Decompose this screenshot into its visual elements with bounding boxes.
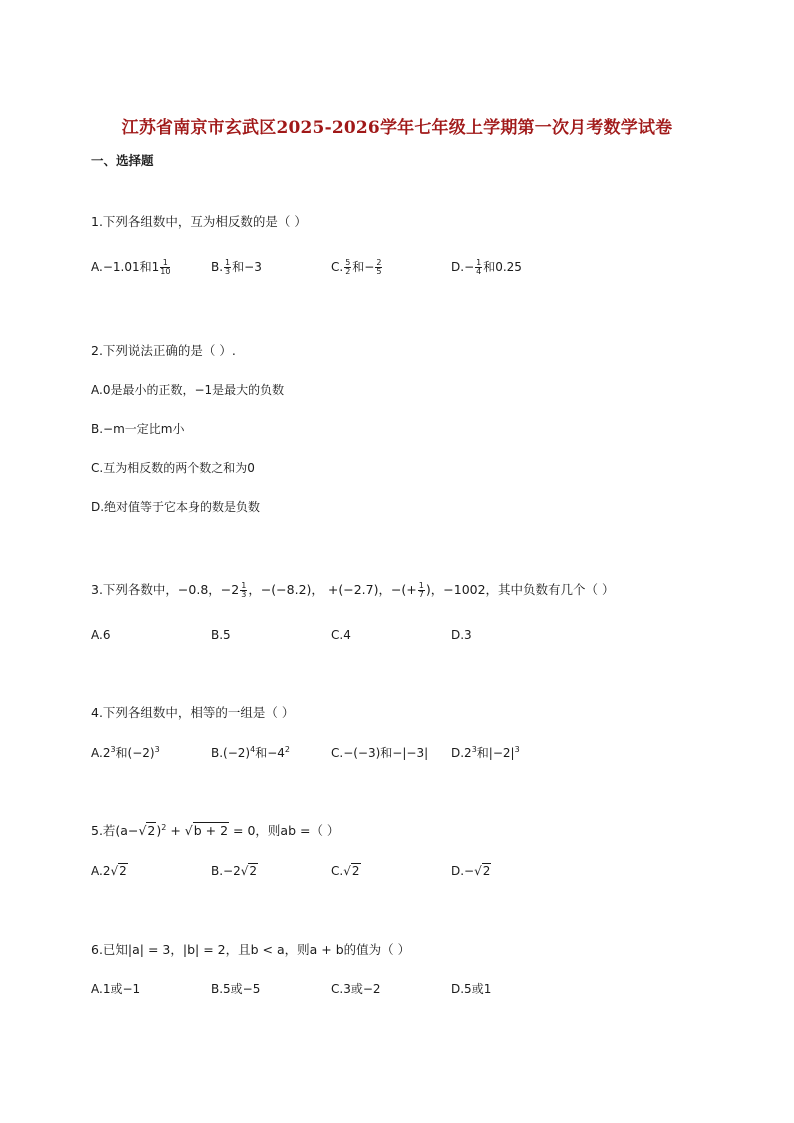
question-4-option-a: $A.2^3$和$(-2)^3$	[91, 745, 160, 760]
question-3-option-a: A.6	[91, 628, 111, 642]
question-4-option-d: $D.2^3$和$|-2|^3$	[451, 745, 520, 760]
question-2-stem: 2.下列说法正确的是（ ）.	[91, 343, 236, 358]
question-4-stem: 4.下列各组数中，相等的一组是（ ）	[91, 705, 295, 720]
question-6-option-a: A.1或−1	[91, 982, 141, 996]
question-2-option-c: C.互为相反数的两个数之和为0	[91, 461, 255, 475]
question-3-option-b: B.5	[211, 628, 231, 642]
question-4-option-c: C.−(−3)和−|−3|	[331, 746, 429, 760]
section-heading: 一、选择题	[91, 153, 154, 168]
question-5-option-a: A.2√2	[91, 864, 127, 878]
fraction: $\frac{1}{4}$	[476, 258, 482, 276]
question-2-option-a: A.0是最小的正数，−1是最大的负数	[91, 383, 285, 397]
question-3-option-c: C.4	[331, 628, 351, 642]
question-6-option-d: D.5或1	[451, 982, 492, 996]
question-3-stem: 3.下列各数中，−0.8，−2 $\frac{1}{3}$ ，−(−8.2)， +(−2.7)，−(+ $\frac{1}{7}$ )，−1002，其中负数有几个（ ）	[91, 581, 615, 599]
question-1-stem: 1.下列各组数中，互为相反数的是（ ）	[91, 214, 307, 229]
question-6-option-c: C.3或−2	[331, 982, 381, 996]
question-1-option-b: B. $\frac{1}{3}$ 和−3	[211, 258, 262, 276]
question-5-option-d: D.−√2	[451, 864, 491, 878]
question-6-option-b: B.5或−5	[211, 982, 261, 996]
exam-title: 江苏省南京市玄武区2025-2026学年七年级上学期第一次月考数学试卷	[121, 118, 673, 138]
question-1-option-a: A.−1.01和1 $\frac{1}{10}$	[91, 258, 171, 276]
fraction: $\frac{1}{10}$	[160, 258, 171, 276]
question-1-option-d: D.− $\frac{1}{4}$ 和0.25	[451, 258, 522, 276]
question-5-stem: 5.若$(a-√2)^2 + √b + 2 = 0$，则ab =（ ）	[91, 822, 340, 838]
question-3-option-d: D.3	[451, 628, 472, 642]
sqrt: √2	[343, 864, 360, 878]
sqrt: √2	[474, 864, 491, 878]
question-1-option-c: C. $\frac{5}{2}$ 和− $\frac{2}{5}$	[331, 258, 382, 276]
fraction: $\frac{1}{3}$	[225, 258, 231, 276]
question-5-option-b: B.−2√2	[211, 864, 258, 878]
fraction: $\frac{5}{2}$	[345, 258, 351, 276]
question-2-option-b: B.−m一定比m小	[91, 422, 185, 436]
question-6-stem: 6.已知|a| = 3，|b| = 2，且b < a，则a + b的值为（ ）	[91, 942, 411, 957]
fraction: $\frac{1}{7}$	[418, 581, 424, 599]
sqrt: √2	[110, 864, 127, 878]
sqrt: √b + 2	[184, 823, 229, 838]
fraction: $\frac{1}{3}$	[241, 581, 247, 599]
question-5-option-c: C.√2	[331, 864, 360, 878]
sqrt: √2	[240, 864, 258, 878]
fraction: $\frac{2}{5}$	[376, 258, 382, 276]
sqrt: √2	[138, 823, 156, 838]
question-4-option-b: $B.(-2)^4$和$-4^2$	[211, 745, 290, 760]
question-2-option-d: D.绝对值等于它本身的数是负数	[91, 500, 261, 514]
